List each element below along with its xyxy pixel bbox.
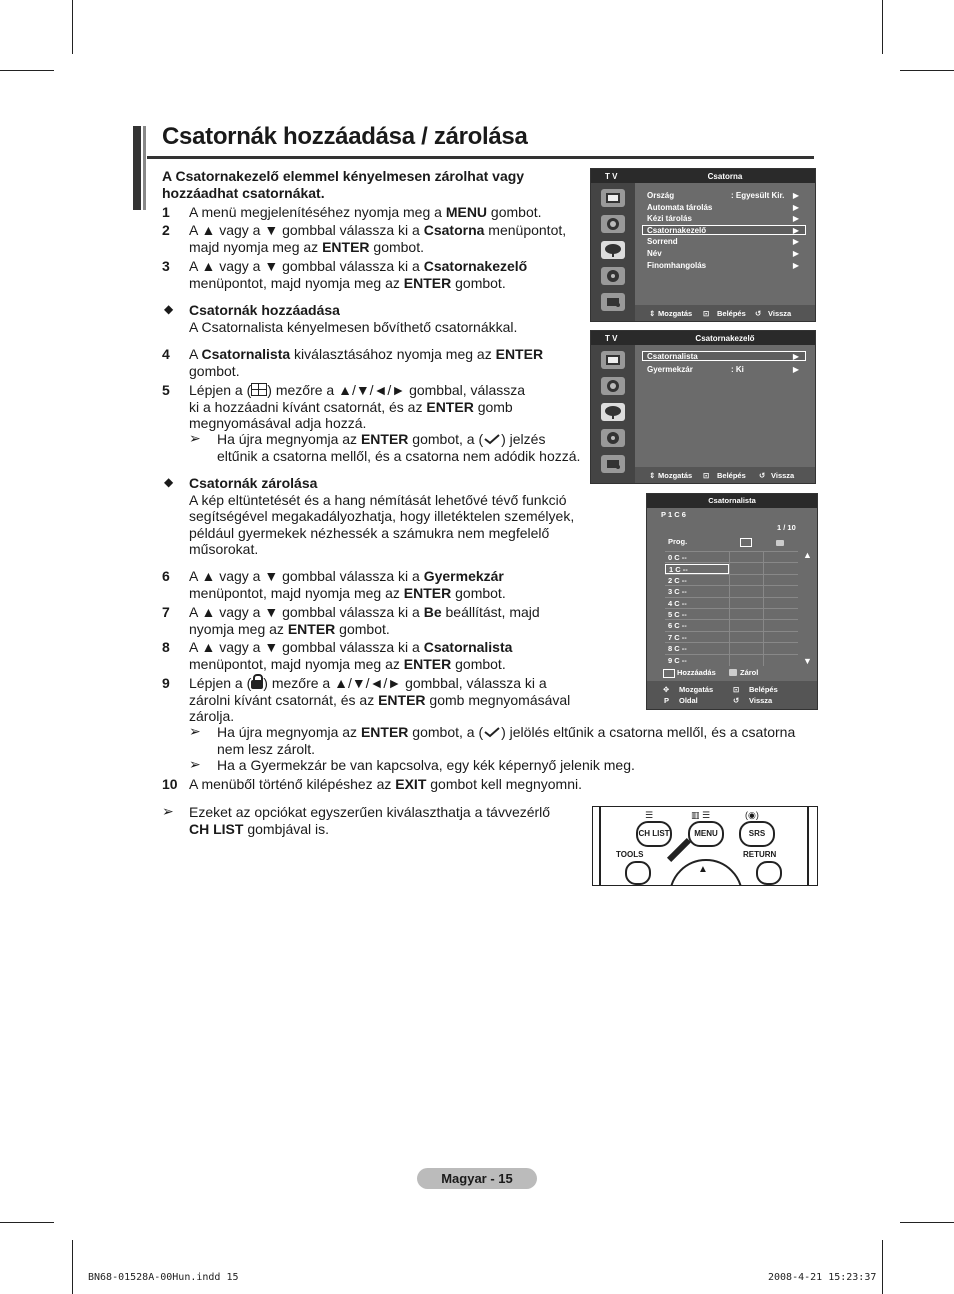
step-number: 8 xyxy=(162,639,170,655)
step-5: Lépjen a ( ) mezőre a ▲/▼/◄/► gombbal, válassza ki a hozzáadni kívánt csatornát, és az ENTER gomb megnyomásával adja hozzá. xyxy=(189,382,526,431)
step-1: A menü megjelenítéséhez nyomja meg a MENU gombot. xyxy=(189,204,542,220)
print-slug-left: BN68-01528A-00Hun.indd 15 xyxy=(88,1272,239,1283)
tools-label: TOOLS xyxy=(616,850,644,859)
menu-sidebar xyxy=(591,345,635,483)
channel-icon xyxy=(601,403,625,421)
channel-row[interactable]: 1 C -- xyxy=(665,562,798,574)
step-2: A ▲ vagy a ▼ gombbal válassza ki a Csatorna menüpontot, majd nyomja meg az ENTER gombot. xyxy=(189,222,567,255)
tools-button[interactable] xyxy=(625,861,651,885)
menu-footer: ⇕ Mozgatás ⊡ Belépés ↺ Vissza xyxy=(635,467,815,483)
menu-button[interactable]: MENU xyxy=(688,821,724,847)
page-title: Csatornák hozzáadása / zárolása xyxy=(162,123,528,150)
channel-list-title: Csatornalista xyxy=(647,494,817,508)
channel-row[interactable]: 0 C -- xyxy=(665,551,798,563)
step-8: A ▲ vagy a ▼ gombbal válassza ki a Csatornalista menüpontot, majd nyomja meg az ENTER gombot. xyxy=(189,639,513,672)
tip: Ezeket az opciókat egyszerűen kiválaszthatja a távvezérlő CH LIST gombjával is. xyxy=(189,804,551,837)
setup-icon xyxy=(601,429,625,447)
title-decoration-bar xyxy=(133,126,141,210)
menu-item[interactable]: Név ▶ xyxy=(647,249,799,258)
note-arrow-icon: ➢ xyxy=(162,803,174,819)
menu-sidebar xyxy=(591,183,635,321)
print-slug-right: 2008-4-21 15:23:37 xyxy=(768,1272,877,1283)
note-arrow-icon: ➢ xyxy=(189,723,201,739)
page-number-badge: Magyar - 15 xyxy=(417,1168,537,1189)
menu-item[interactable]: Kézi tárolás ▶ xyxy=(647,214,799,223)
step-number: 1 xyxy=(162,204,170,220)
check-icon xyxy=(483,726,501,738)
remote-illustration: ☰ ▥ ☰ (◉) CH LIST MENU SRS TOOLS RETURN ▲ xyxy=(592,806,818,886)
channel-row[interactable]: 5 C -- xyxy=(665,608,798,620)
check-icon xyxy=(483,433,501,445)
add-grid-icon xyxy=(740,538,752,547)
chlist-button[interactable]: CH LIST xyxy=(636,821,672,847)
step-number: 9 xyxy=(162,675,170,691)
channel-row[interactable]: 9 C -- xyxy=(665,654,798,666)
step-10: A menüből történő kilépéshez az EXIT gombot kell megnyomni. xyxy=(189,776,583,792)
add-grid-icon xyxy=(251,383,267,396)
tv-menu-channel: T V Csatorna Ország : Egyesült Kir. ▶ Automata tárolás ▶ Kézi tárolás ▶ Csatornakezelő ▶ Sorrend ▶ Név ▶ Finomhangolás ▶ ⇕ Mozgatás ⊡ Belépés ↺ Vissza xyxy=(590,168,816,322)
channel-row[interactable]: 7 C -- xyxy=(665,631,798,643)
step-number: 2 xyxy=(162,222,170,238)
prog-header: Prog. xyxy=(668,537,688,546)
step-number: 6 xyxy=(162,568,170,584)
current-channel: P 1 C 6 xyxy=(661,510,686,519)
step-3: A ▲ vagy a ▼ gombbal válassza ki a Csatornakezelő menüpontot, majd nyomja meg az ENTER gombot. xyxy=(189,258,528,291)
step-number: 5 xyxy=(162,382,170,398)
note-9b: Ha a Gyermekzár be van kapcsolva, egy kék képernyő jelenik meg. xyxy=(217,757,635,773)
bullet-icon: ◆ xyxy=(164,475,174,489)
bullet-icon: ◆ xyxy=(164,302,174,316)
up-arrow-icon: ▲ xyxy=(698,864,708,875)
step-number: 10 xyxy=(162,776,178,792)
menu-item-selected[interactable]: Csatornalista ▶ xyxy=(642,351,806,361)
channel-row[interactable]: 8 C -- xyxy=(665,642,798,654)
channel-icon xyxy=(601,241,625,259)
step-7: A ▲ vagy a ▼ gombbal válassza ki a Be beállítást, majd nyomja meg az ENTER gombot. xyxy=(189,604,540,637)
lock-icon xyxy=(776,540,784,546)
lock-icon xyxy=(251,680,263,689)
sound-icon xyxy=(601,215,625,233)
add-grid-icon xyxy=(663,669,675,678)
pointer-arrow-icon xyxy=(667,838,691,862)
menu-item[interactable]: Automata tárolás ▶ xyxy=(647,203,799,212)
srs-button[interactable]: SRS xyxy=(739,821,775,847)
input-icon xyxy=(601,455,625,473)
lock-section: Csatornák zárolása A kép eltüntetését és a hang némítását lehetővé tévő funkció segítségével megakadályozhatja, hogy illetéktelen személyek, például gyermekek nézhessék a számukra nem megfelelő műsorokat. xyxy=(189,475,575,557)
channel-row[interactable]: 4 C -- xyxy=(665,597,798,609)
step-6: A ▲ vagy a ▼ gombbal válassza ki a Gyermekzár menüpontot, majd nyomja meg az ENTER gombot. xyxy=(189,568,506,601)
channel-list-footer: Hozzáadás Zárol ✥ Mozgatás ⊡ Belépés P Oldal ↺ Vissza xyxy=(647,681,817,709)
enter-icon: ⊡ xyxy=(733,685,740,694)
page-indicator: 1 / 10 xyxy=(777,523,796,532)
title-rule xyxy=(147,156,814,159)
menu-item[interactable]: Finomhangolás ▶ xyxy=(647,261,799,270)
channel-row[interactable]: 2 C -- xyxy=(665,574,798,586)
step-4: A Csatornalista kiválasztásához nyomja meg az ENTER gombot. xyxy=(189,346,544,379)
note-5: Ha újra megnyomja az ENTER gombot, a ( ) jelzés eltűnik a csatorna mellől, és a csatorna nem adódik hozzá. xyxy=(217,431,581,464)
menu-footer: ⇕ Mozgatás ⊡ Belépés ↺ Vissza xyxy=(635,305,815,321)
return-button[interactable] xyxy=(756,861,782,885)
step-number: 3 xyxy=(162,258,170,274)
note-9a: Ha újra megnyomja az ENTER gombot, a ( ) jelölés eltűnik a csatorna mellől, és a csatorna nem lesz zárolt. xyxy=(217,724,796,757)
move-icon: ✥ xyxy=(663,685,670,694)
title-decoration-bar-light xyxy=(143,126,146,210)
return-icon: ↺ xyxy=(733,696,740,705)
step-9: Lépjen a ( ) mezőre a ▲/▼/◄/► gombbal, válassza ki a zárolni kívánt csatornát, és az ENTER gomb megnyomásával zárolja. xyxy=(189,675,571,724)
setup-icon xyxy=(601,267,625,285)
lock-icon xyxy=(729,669,737,676)
note-arrow-icon: ➢ xyxy=(189,430,201,446)
scroll-down-icon[interactable]: ▼ xyxy=(803,656,812,666)
picture-icon xyxy=(601,189,625,207)
picture-icon xyxy=(601,351,625,369)
page-icon: P xyxy=(664,696,670,705)
menu-item[interactable]: Ország : Egyesült Kir. ▶ xyxy=(647,191,799,200)
menu-item[interactable]: Gyermekzár : Ki ▶ xyxy=(647,365,799,374)
step-number: 7 xyxy=(162,604,170,620)
return-label: RETURN xyxy=(743,850,777,859)
tv-menu-channel-manager: T V Csatornakezelő Csatornalista ▶ Gyermekzár : Ki ▶ ⇕ Mozgatás ⊡ Belépés ↺ Vissza xyxy=(590,330,816,484)
channel-list-screen xyxy=(646,493,818,710)
scroll-up-icon[interactable]: ▲ xyxy=(803,550,812,560)
intro-text: A Csatornakezelő elemmel kényelmesen zárolhat vagy hozzáadhat csatornákat. xyxy=(162,168,525,201)
sound-icon xyxy=(601,377,625,395)
add-section: Csatornák hozzáadása A Csatornalista kényelmesen bővíthető csatornákkal. xyxy=(189,302,518,335)
note-arrow-icon: ➢ xyxy=(189,756,201,772)
step-number: 4 xyxy=(162,346,170,362)
input-icon xyxy=(601,293,625,311)
menu-item[interactable]: Sorrend ▶ xyxy=(647,237,799,246)
channel-row[interactable]: 3 C -- xyxy=(665,585,798,597)
menu-item-selected[interactable]: Csatornakezelő ▶ xyxy=(642,225,806,235)
channel-row[interactable]: 6 C -- xyxy=(665,619,798,631)
